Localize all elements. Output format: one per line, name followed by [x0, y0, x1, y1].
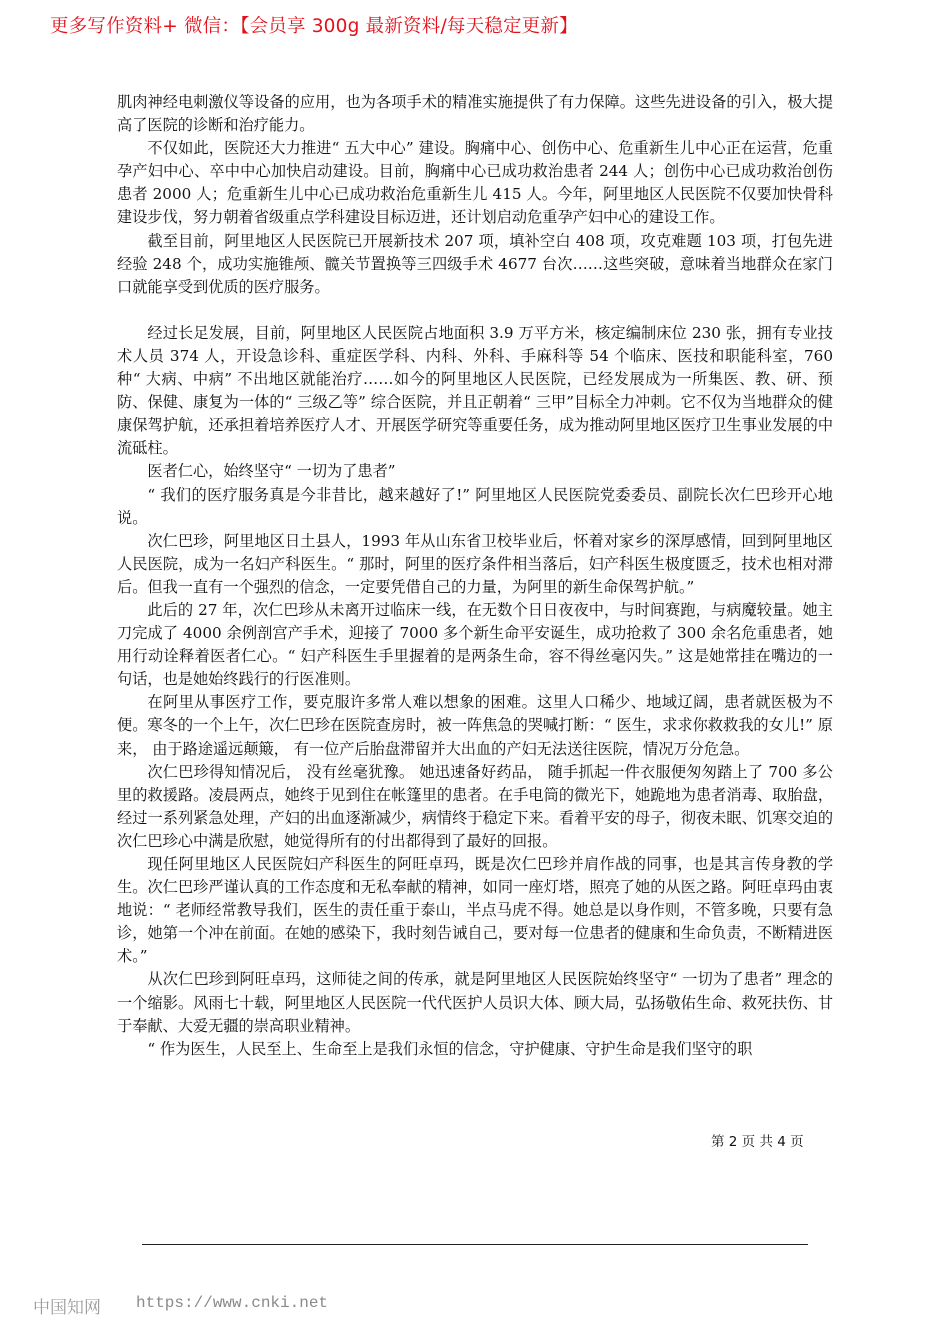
- paragraph: 次仁巴珍，阿里地区日土县人，1993 年从山东省卫校毕业后，怀着对家乡的深厚感情，回到阿里地区人民医院，成为一名妇产科医生。“ 那时，阿里的医疗条件相当落后，妇产科医生极度匮乏，技术也相对滞后。但我一直有一个强烈的信念，一定要凭借自己的力量，为阿里的新生命保驾护航。”: [117, 531, 833, 596]
- section-heading: 医者仁心，始终坚守“ 一切为了患者”: [147, 462, 396, 481]
- paragraph: 肌肉神经电刺激仪等设备的应用，也为各项手术的精准实施提供了有力保障。这些先进设备的引入，极大提高了医院的诊断和治疗能力。: [117, 93, 833, 135]
- paragraph: 经过长足发展，目前，阿里地区人民医院占地面积 3.9 万平方米，核定编制床位 230 张，拥有专业技术人员 374 人，开设急诊科、重症医学科、内科、外科、手麻科等 54 个临床、医技和职能科室，760 种“ 大病、中病” 不出地区就能治疗……如今的阿里地区人民医院，已经发展成为一所集医、教、研、预防、保健、康复为一体的“ 三级乙等” 综合医院，并且正朝着“ 三甲”目标全力冲刺。它不仅为当地群众的健康保驾护航，还承担着培养医疗人才、开展医学研究等重要任务，成为推动阿里地区医疗卫生事业发展的中流砥柱。: [117, 323, 833, 458]
- footer-divider: [142, 1244, 808, 1245]
- paragraph: 截至目前，阿里地区人民医院已开展新技术 207 项，填补空白 408 项，攻克难题 103 项，打包先进经验 248 个，成功实施锥颅、髋关节置换等三四级手术 4677 台次……这些突破，意味着当地群众在家门口就能享受到优质的医疗服务。: [117, 231, 833, 296]
- paragraph: 此后的 27 年，次仁巴珍从未离开过临床一线，在无数个日日夜夜中，与时间赛跑，与病魔较量。她主刀完成了 4000 余例剖宫产手术，迎接了 7000 多个新生命平安诞生，成功抢救了 300 余名危重患者，她用行动诠释着医者仁心。“ 妇产科医生手里握着的是两条生命，容不得丝毫闪失。” 这是她常挂在嘴边的一句话，也是她始终践行的行医准则。: [117, 600, 833, 689]
- cnki-url: https://www.cnki.net: [136, 1294, 329, 1312]
- promo-banner: 更多写作资料+ 微信：【会员享 300g 最新资料/每天稳定更新】: [50, 16, 578, 37]
- cnki-watermark: 中国知网: [33, 1298, 101, 1318]
- paragraph: 在阿里从事医疗工作，要克服许多常人难以想象的困难。这里人口稀少、地域辽阔，患者就医极为不便。寒冬的一个上午，次仁巴珍在医院查房时，被一阵焦急的哭喊打断：“ 医生，求求你救救我的女儿!” 原来， 由于路途遥远颠簸， 有一位产后胎盘滞留并大出血的产妇无法送往医院，情况万分危急。: [117, 693, 833, 758]
- paragraph: 不仅如此，医院还大力推进“ 五大中心” 建设。胸痛中心、创伤中心、危重新生儿中心正在运营，危重孕产妇中心、卒中中心加快启动建设。目前，胸痛中心已成功救治患者 244 人；创伤中心已成功救治创伤患者 2000 人；危重新生儿中心已成功救治危重新生儿 415 人。今年，阿里地区人民医院不仅要加快骨科建设步伐，努力朝着省级重点学科建设目标迈进，还计划启动危重孕产妇中心的建设工作。: [117, 139, 833, 227]
- paragraph: 次仁巴珍得知情况后， 没有丝毫犹豫。 她迅速备好药品， 随手抓起一件衣服便匆匆踏上了 700 多公里的救援路。凌晨两点，她终于见到住在帐篷里的患者。在手电筒的微光下，她跪地为患者消毒、取胎盘，经过一系列紧急处理，产妇的出血逐渐减少，病情终于稳定下来。看着平安的母子，彻夜未眠、饥寒交迫的次仁巴珍心中满是欣慰，她觉得所有的付出都得到了最好的回报。: [117, 762, 833, 850]
- paragraph: 现任阿里地区人民医院妇产科医生的阿旺卓玛，既是次仁巴珍并肩作战的同事，也是其言传身教的学生。次仁巴珍严谨认真的工作态度和无私奉献的精神，如同一座灯塔，照亮了她的从医之路。阿旺卓玛由衷地说：“ 老师经常教导我们，医生的责任重于泰山，半点马虎不得。她总是以身作则，不管多晚，只要有急诊，她第一个冲在前面。在她的感染下，我时刻告诫自己，要对每一位患者的健康和生命负责，不断精进医术。”: [117, 855, 833, 966]
- paragraph: “ 我们的医疗服务真是今非昔比，越来越好了!” 阿里地区人民医院党委委员、副院长次仁巴珍开心地说。: [117, 485, 833, 527]
- paragraph: 从次仁巴珍到阿旺卓玛，这师徒之间的传承，就是阿里地区人民医院始终坚守“ 一切为了患者” 理念的一个缩影。风雨七十载，阿里地区人民医院一代代医护人员识大体、顾大局，弘扬敬佑生命、救死扶伤、甘于奉献、大爱无疆的崇高职业精神。: [117, 970, 833, 1035]
- page-number: 第 2 页 共 4 页: [711, 1134, 804, 1150]
- article-body: [117, 91, 833, 1061]
- paragraph: “ 作为医生，人民至上、生命至上是我们永恒的信念，守护健康、守护生命是我们坚守的职: [147, 1039, 753, 1058]
